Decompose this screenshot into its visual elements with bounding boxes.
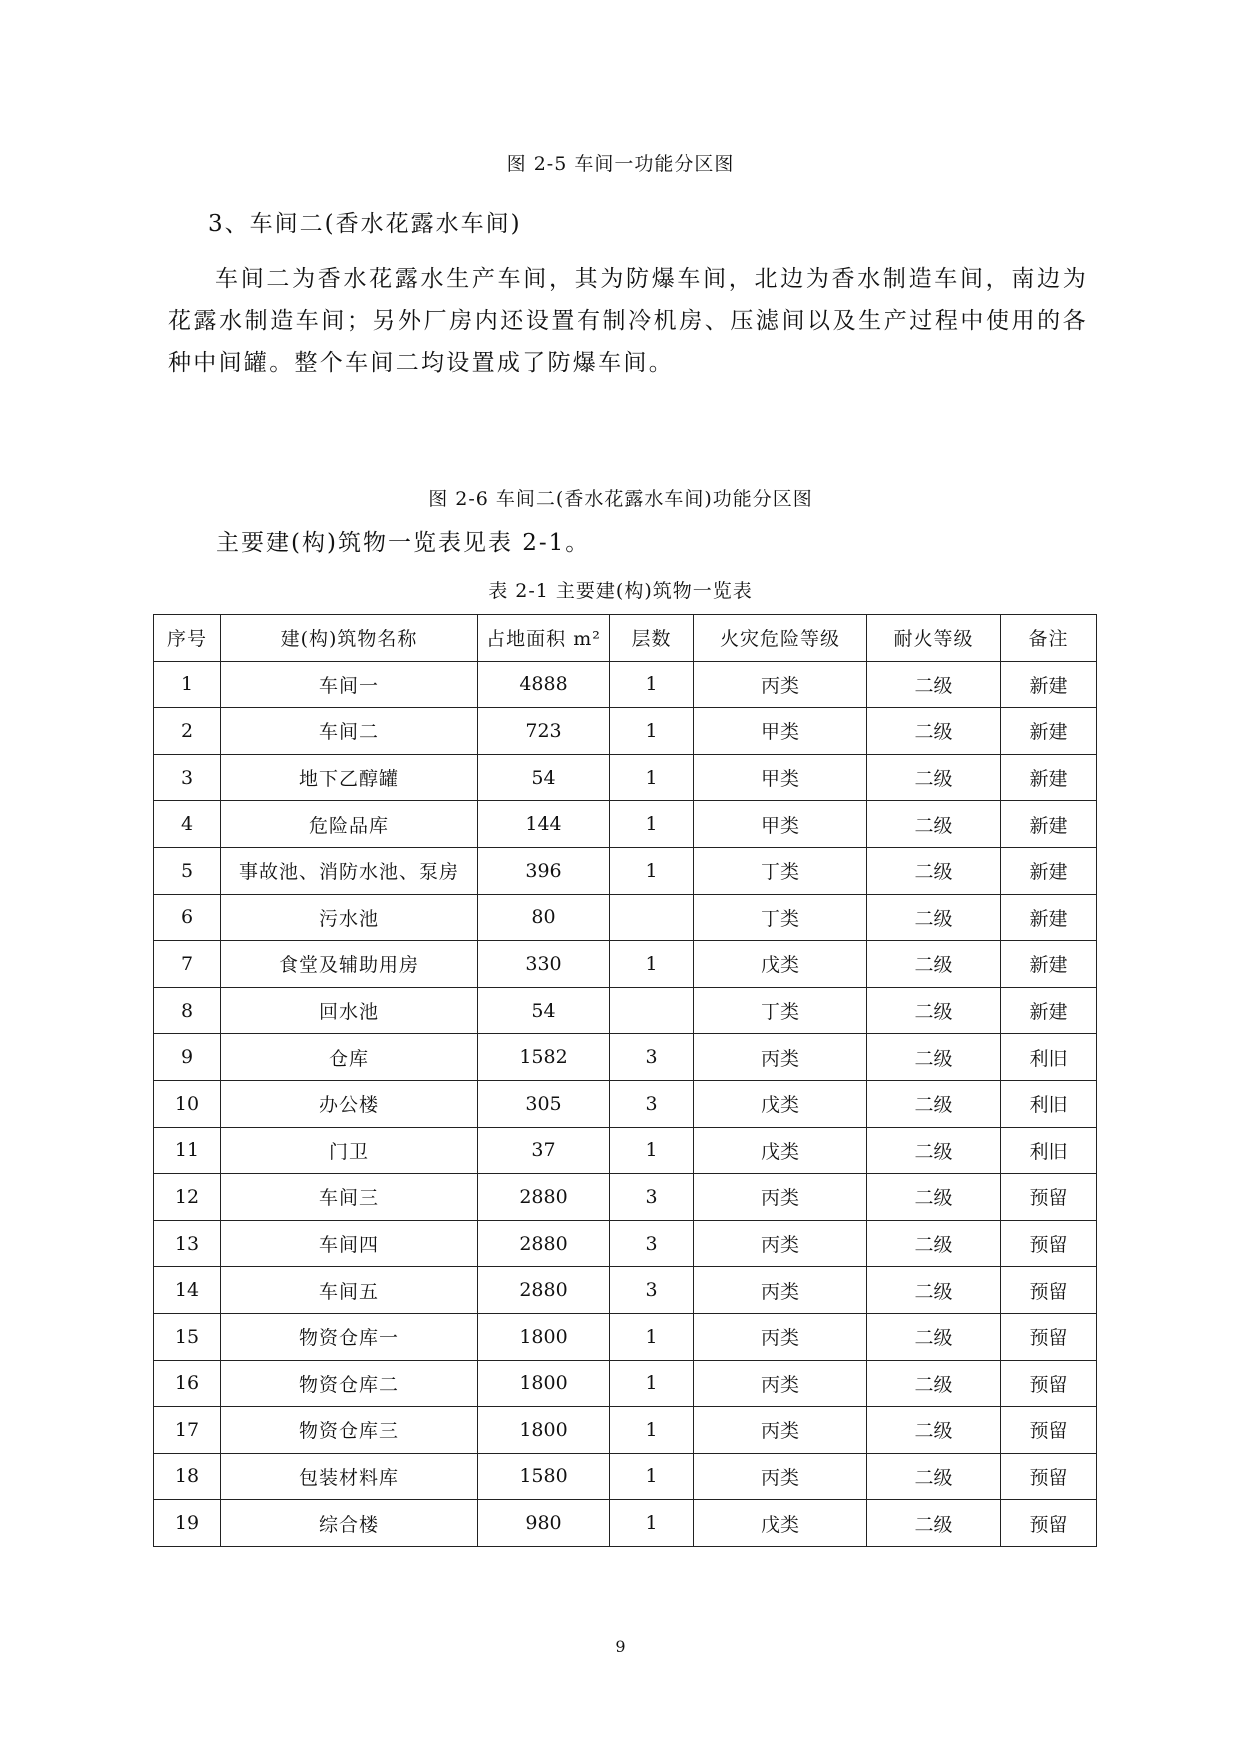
table-row: [154, 754, 1097, 801]
header-fire-hazard: 火灾危险等级: [694, 615, 867, 662]
cell-area: 54: [478, 987, 610, 1034]
cell-index: 12: [154, 1174, 221, 1221]
table-row: [154, 1453, 1097, 1500]
cell-floors: 1: [610, 661, 694, 708]
cell-index: 6: [154, 894, 221, 941]
table-row: [154, 1127, 1097, 1174]
cell-name: 仓库: [221, 1034, 478, 1081]
cell-fire-hazard: 丙类: [694, 1220, 867, 1267]
cell-area: 330: [478, 941, 610, 988]
table-caption: 表 2-1 主要建(构)筑物一览表: [488, 580, 753, 602]
cell-floors: 1: [610, 941, 694, 988]
cell-index: 8: [154, 987, 221, 1034]
cell-remarks: 预留: [1001, 1407, 1097, 1454]
cell-remarks: 新建: [1001, 894, 1097, 941]
cell-area: 2880: [478, 1174, 610, 1221]
table-row: [154, 894, 1097, 941]
cell-index: 13: [154, 1220, 221, 1267]
cell-name: 车间五: [221, 1267, 478, 1314]
cell-area: 37: [478, 1127, 610, 1174]
cell-fire-resistance: 二级: [867, 708, 1001, 755]
cell-fire-hazard: 丙类: [694, 1034, 867, 1081]
cell-floors: 3: [610, 1080, 694, 1127]
cell-index: 14: [154, 1267, 221, 1314]
cell-remarks: 预留: [1001, 1360, 1097, 1407]
table-row: [154, 1174, 1097, 1221]
cell-name: 车间四: [221, 1220, 478, 1267]
table-row: [154, 708, 1097, 755]
cell-area: 80: [478, 894, 610, 941]
cell-fire-resistance: 二级: [867, 1453, 1001, 1500]
cell-index: 17: [154, 1407, 221, 1454]
cell-fire-hazard: 丙类: [694, 1453, 867, 1500]
cell-floors: 1: [610, 754, 694, 801]
cell-remarks: 新建: [1001, 754, 1097, 801]
cell-area: 1582: [478, 1034, 610, 1081]
cell-remarks: 预留: [1001, 1220, 1097, 1267]
cell-area: 144: [478, 801, 610, 848]
cell-area: 1800: [478, 1407, 610, 1454]
cell-fire-resistance: 二级: [867, 1407, 1001, 1454]
cell-index: 10: [154, 1080, 221, 1127]
cell-remarks: 新建: [1001, 987, 1097, 1034]
cell-fire-hazard: 丙类: [694, 661, 867, 708]
cell-fire-hazard: 丙类: [694, 1313, 867, 1360]
cell-area: 2880: [478, 1267, 610, 1314]
cell-remarks: 利旧: [1001, 1127, 1097, 1174]
cell-fire-resistance: 二级: [867, 1220, 1001, 1267]
cell-fire-resistance: 二级: [867, 1313, 1001, 1360]
cell-area: 4888: [478, 661, 610, 708]
figure-2-6-caption: 图 2-6 车间二(香水花露水车间)功能分区图: [428, 488, 813, 510]
cell-remarks: 新建: [1001, 801, 1097, 848]
figure-2-5-caption: 图 2-5 车间一功能分区图: [506, 153, 735, 175]
cell-area: 980: [478, 1500, 610, 1547]
body-paragraph: 车间二为香水花露水生产车间，其为防爆车间，北边为香水制造车间，南边为花露水制造车间；另外厂房内还设置有制冷机房、压滤间以及生产过程中使用的各种中间罐。整个车间二均设置成了防爆车间。: [168, 266, 1088, 376]
table-row: [154, 1220, 1097, 1267]
table-row: [154, 987, 1097, 1034]
cell-index: 3: [154, 754, 221, 801]
cell-floors: [610, 987, 694, 1034]
cell-remarks: 预留: [1001, 1453, 1097, 1500]
cell-floors: 1: [610, 1360, 694, 1407]
cell-name: 车间一: [221, 661, 478, 708]
cell-fire-resistance: 二级: [867, 1034, 1001, 1081]
cell-area: 723: [478, 708, 610, 755]
cell-index: 11: [154, 1127, 221, 1174]
cell-floors: 3: [610, 1034, 694, 1081]
cell-index: 19: [154, 1500, 221, 1547]
cell-index: 9: [154, 1034, 221, 1081]
section-heading: 3、车间二(香水花露水车间): [208, 211, 522, 237]
cell-floors: 3: [610, 1220, 694, 1267]
cell-fire-resistance: 二级: [867, 801, 1001, 848]
cell-area: 2880: [478, 1220, 610, 1267]
header-area: 占地面积 m²: [478, 615, 610, 662]
cell-fire-hazard: 丙类: [694, 1360, 867, 1407]
header-index: 序号: [154, 615, 221, 662]
cell-fire-hazard: 甲类: [694, 754, 867, 801]
table-header-row: [154, 615, 1097, 662]
cell-fire-hazard: 丙类: [694, 1174, 867, 1221]
table-row: [154, 1034, 1097, 1081]
cell-name: 污水池: [221, 894, 478, 941]
cell-fire-resistance: 二级: [867, 847, 1001, 894]
cell-area: 54: [478, 754, 610, 801]
cell-floors: [610, 894, 694, 941]
cell-index: 7: [154, 941, 221, 988]
table-row: [154, 1313, 1097, 1360]
cell-area: 305: [478, 1080, 610, 1127]
cell-name: 包装材料库: [221, 1453, 478, 1500]
cell-fire-resistance: 二级: [867, 1080, 1001, 1127]
cell-area: 1580: [478, 1453, 610, 1500]
cell-floors: 1: [610, 1407, 694, 1454]
cell-fire-hazard: 甲类: [694, 708, 867, 755]
table-row: [154, 847, 1097, 894]
table-row: [154, 661, 1097, 708]
cell-fire-hazard: 丁类: [694, 987, 867, 1034]
cell-remarks: 利旧: [1001, 1080, 1097, 1127]
cell-fire-resistance: 二级: [867, 987, 1001, 1034]
table-row: [154, 1407, 1097, 1454]
table-row: [154, 1500, 1097, 1547]
cell-fire-resistance: 二级: [867, 754, 1001, 801]
header-name: 建(构)筑物名称: [221, 615, 478, 662]
cell-name: 物资仓库三: [221, 1407, 478, 1454]
table-intro: 主要建(构)筑物一览表见表 2-1。: [216, 530, 591, 556]
cell-index: 15: [154, 1313, 221, 1360]
cell-remarks: 预留: [1001, 1313, 1097, 1360]
cell-remarks: 预留: [1001, 1267, 1097, 1314]
header-fire-resistance: 耐火等级: [867, 615, 1001, 662]
table-row: [154, 1080, 1097, 1127]
cell-name: 事故池、消防水池、泵房: [221, 847, 478, 894]
header-remarks: 备注: [1001, 615, 1097, 662]
cell-fire-resistance: 二级: [867, 1360, 1001, 1407]
cell-name: 回水池: [221, 987, 478, 1034]
cell-remarks: 新建: [1001, 708, 1097, 755]
cell-name: 食堂及辅助用房: [221, 941, 478, 988]
cell-name: 危险品库: [221, 801, 478, 848]
cell-name: 地下乙醇罐: [221, 754, 478, 801]
cell-index: 18: [154, 1453, 221, 1500]
cell-fire-hazard: 戊类: [694, 1500, 867, 1547]
cell-remarks: 利旧: [1001, 1034, 1097, 1081]
cell-index: 5: [154, 847, 221, 894]
cell-floors: 1: [610, 1500, 694, 1547]
cell-floors: 1: [610, 1313, 694, 1360]
cell-fire-resistance: 二级: [867, 941, 1001, 988]
table-body: [154, 661, 1097, 1546]
cell-fire-hazard: 丁类: [694, 847, 867, 894]
cell-fire-hazard: 戊类: [694, 1080, 867, 1127]
cell-name: 综合楼: [221, 1500, 478, 1547]
cell-remarks: 预留: [1001, 1500, 1097, 1547]
cell-remarks: 预留: [1001, 1174, 1097, 1221]
cell-index: 1: [154, 661, 221, 708]
cell-fire-hazard: 丁类: [694, 894, 867, 941]
cell-floors: 1: [610, 1453, 694, 1500]
cell-area: 1800: [478, 1360, 610, 1407]
cell-name: 车间三: [221, 1174, 478, 1221]
cell-fire-resistance: 二级: [867, 894, 1001, 941]
cell-fire-hazard: 戊类: [694, 941, 867, 988]
header-floors: 层数: [610, 615, 694, 662]
cell-remarks: 新建: [1001, 941, 1097, 988]
cell-floors: 1: [610, 847, 694, 894]
table-row: [154, 801, 1097, 848]
table-row: [154, 1267, 1097, 1314]
cell-fire-hazard: 甲类: [694, 801, 867, 848]
cell-area: 1800: [478, 1313, 610, 1360]
cell-name: 门卫: [221, 1127, 478, 1174]
cell-fire-resistance: 二级: [867, 661, 1001, 708]
cell-area: 396: [478, 847, 610, 894]
cell-fire-resistance: 二级: [867, 1267, 1001, 1314]
cell-fire-resistance: 二级: [867, 1127, 1001, 1174]
cell-index: 16: [154, 1360, 221, 1407]
cell-name: 物资仓库一: [221, 1313, 478, 1360]
cell-fire-resistance: 二级: [867, 1500, 1001, 1547]
cell-index: 4: [154, 801, 221, 848]
cell-name: 办公楼: [221, 1080, 478, 1127]
table-row: [154, 941, 1097, 988]
cell-name: 物资仓库二: [221, 1360, 478, 1407]
cell-fire-hazard: 戊类: [694, 1127, 867, 1174]
table-row: [154, 1360, 1097, 1407]
cell-fire-hazard: 丙类: [694, 1267, 867, 1314]
cell-floors: 1: [610, 708, 694, 755]
cell-remarks: 新建: [1001, 847, 1097, 894]
page-number: 9: [615, 1637, 626, 1656]
cell-floors: 3: [610, 1174, 694, 1221]
buildings-table: [153, 614, 1097, 1547]
cell-fire-hazard: 丙类: [694, 1407, 867, 1454]
cell-floors: 3: [610, 1267, 694, 1314]
cell-index: 2: [154, 708, 221, 755]
cell-floors: 1: [610, 801, 694, 848]
cell-name: 车间二: [221, 708, 478, 755]
cell-fire-resistance: 二级: [867, 1174, 1001, 1221]
cell-floors: 1: [610, 1127, 694, 1174]
cell-remarks: 新建: [1001, 661, 1097, 708]
